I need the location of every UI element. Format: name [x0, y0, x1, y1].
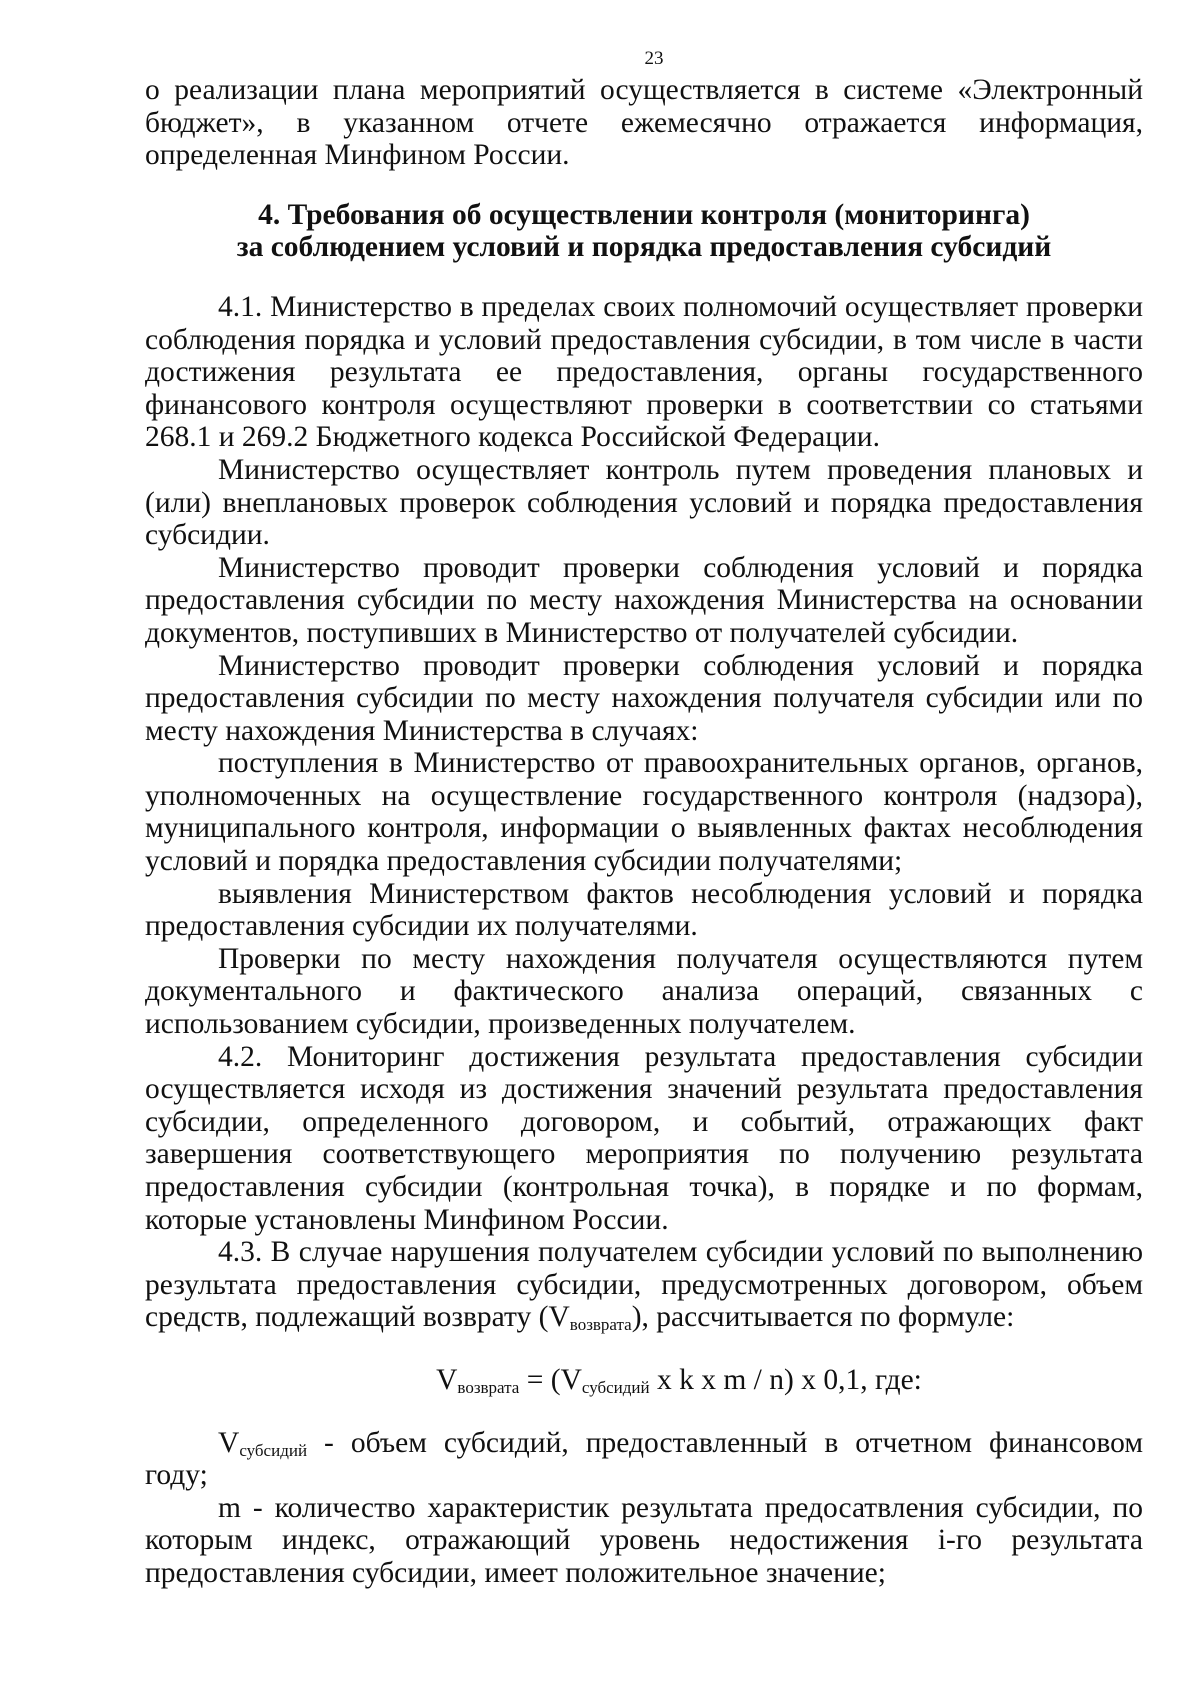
paragraph-case-1: поступления в Министерство от правоохранительных органов, органов, уполномоченных на осуществление государственного контроля (надзора), муниципального контроля, информации о выявленных фактах несоблюдения условий и порядка предоставления субсидии получателями; — [145, 747, 1143, 878]
paragraph-4-3 — [145, 1236, 1143, 1334]
paragraph-4-3-tail: ), рассчитывается по формуле: — [631, 1301, 1015, 1334]
formula-lhs-var: V — [436, 1363, 458, 1396]
paragraph-4-2: 4.2. Мониторинг достижения результата предоставления субсидии осуществляется исходя из достижения значений результата предоставления субсидии, определенного договором, и событий, отражающих факт завершения соответствующего мероприятия по получению результата предоставления субсидии (контрольная точка), в порядке и по формам, которые установлены Минфином России. — [145, 1040, 1143, 1236]
definition-v-text: - объем субсидий, предоставленный в отчетном финансовом году; — [145, 1426, 1143, 1492]
formula-lhs-sub: возврата — [457, 1377, 520, 1397]
refund-formula — [145, 1364, 1143, 1397]
paragraph-checks: Проверки по месту нахождения получателя осуществляются путем документального и фактического анализа операций, связанных с использованием субсидии, произведенных получателем. — [145, 942, 1143, 1041]
section-heading — [145, 199, 1143, 264]
definition-v-sub: субсидий — [239, 1440, 308, 1460]
document-page — [145, 44, 1143, 1590]
paragraph-4-1: 4.1. Министерство в пределах своих полномочий осуществляет проверки соблюдения порядка и условий предоставления субсидии, в том числе в части достижения результата ее предоставления, органы государственного финансового контроля осуществляют проверки в соответствии со статьями 268.1 и 269.2 Бюджетного кодекса Российской Федерации. — [145, 290, 1143, 454]
section-heading-line-1: 4. Требования об осуществлении контроля (мониторинга) — [258, 198, 1030, 231]
paragraph-location-ministry: Министерство проводит проверки соблюдения условий и порядка предоставления субсидии по месту нахождения Министерства на основании документов, поступивших в Министерство от получателей субсидии. — [145, 551, 1143, 649]
paragraph-case-2: выявления Министерством фактов несоблюдения условий и порядка предоставления субсидии их получателями. — [145, 877, 1143, 943]
paragraph-location-recipient: Министерство проводит проверки соблюдения условий и порядка предоставления субсидии по месту нахождения получателя субсидии или по месту нахождения Министерства в случаях: — [145, 649, 1143, 747]
formula-rhs-sub: субсидий — [581, 1377, 650, 1397]
definition-m: m - количество характеристик результата предосатвления субсидии, по которым индекс, отражающий уровень недостижения i-го результата предоставления субсидии, имеет положительное значение; — [145, 1491, 1143, 1589]
paragraph-4-3-subscript: возврата — [569, 1315, 632, 1335]
page-number: 23 — [644, 48, 664, 69]
formula-rhs-tail: x k x m / n) x 0,1, где: — [649, 1363, 922, 1396]
definition-v-var: V — [218, 1426, 240, 1459]
intro-paragraph: о реализации плана мероприятий осуществляется в системе «Электронный бюджет», в указанном отчете ежемесячно отражается информация, определенная Минфином России. — [145, 74, 1143, 172]
paragraph-4-3-main: 4.3. В случае нарушения получателем субсидии условий по выполнению результата предоставления субсидии, предусмотренных договором, объем средств, подлежащий возврату (V — [145, 1236, 1143, 1334]
formula-eq-open: = (V — [519, 1363, 582, 1396]
paragraph-control: Министерство осуществляет контроль путем проведения плановых и (или) внеплановых проверок соблюдения условий и порядка предоставления субсидии. — [145, 453, 1143, 552]
definition-v-subsidies — [145, 1427, 1143, 1492]
section-heading-line-2: за соблюдением условий и порядка предоставления субсидий — [236, 231, 1052, 264]
